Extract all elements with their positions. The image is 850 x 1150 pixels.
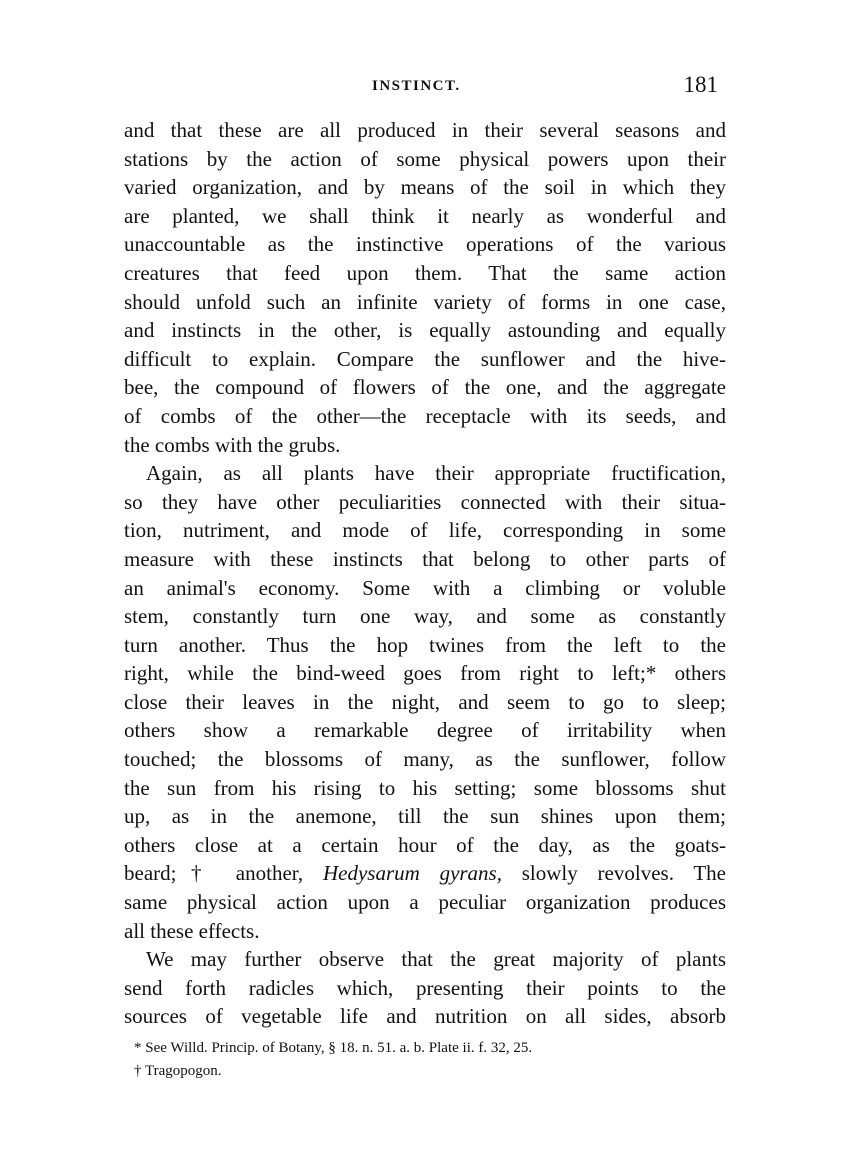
text-line: stations by the action of some physical powers upon their — [124, 146, 726, 171]
text-line: are planted, we shall think it nearly as wonderful and — [124, 203, 726, 228]
text-line: turn another. Thus the hop twines from the left to the — [124, 632, 726, 657]
text-line: difficult to explain. Compare the sunflower and the hive- — [124, 346, 726, 371]
body-text — [124, 116, 726, 1031]
text-line: touched; the blossoms of many, as the sunflower, follow — [124, 747, 726, 772]
paragraph-1 — [124, 116, 726, 459]
text-line: an animal's economy. Some with a climbing or voluble — [124, 575, 726, 600]
text-line: same physical action upon a peculiar organization produces — [124, 890, 726, 915]
text-line: others close at a certain hour of the day, as the goats- — [124, 832, 726, 857]
footnote: † Tragopogon. — [134, 1063, 222, 1079]
page-number: 181 — [683, 72, 718, 97]
text-line: right, while the bind-weed goes from right to left;* others — [124, 661, 726, 686]
text-line: close their leaves in the night, and seem to go to sleep; — [124, 689, 726, 714]
text-line: varied organization, and by means of the soil in which they — [124, 175, 726, 200]
text-span: slowly revolves. The — [501, 861, 726, 886]
text-line: measure with these instincts that belong to other parts of — [124, 546, 726, 571]
book-page — [124, 66, 726, 1083]
text-line: We may further observe that the great majority of plants — [146, 947, 726, 972]
text-line: others show a remarkable degree of irritability when — [124, 718, 726, 743]
footnote: * See Willd. Princip. of Botany, § 18. n. 51. a. b. Plate ii. f. 32, 25. — [134, 1040, 533, 1056]
text-line: tion, nutriment, and mode of life, corresponding in some — [124, 518, 726, 543]
text-line: and that these are all produced in their several seasons and — [124, 118, 726, 142]
text-line: all these effects. — [124, 918, 260, 943]
text-span: beard;† another, — [124, 861, 323, 886]
text-line: stem, constantly turn one way, and some as constantly — [124, 604, 726, 629]
text-line-with-italic — [124, 859, 726, 888]
text-line: up, as in the anemone, till the sun shines upon them; — [124, 804, 726, 829]
paragraph-2 — [124, 459, 726, 945]
text-line: creatures that feed upon them. That the same action — [124, 260, 726, 285]
page-header — [124, 66, 726, 110]
text-line: the sun from his rising to his setting; some blossoms shut — [124, 775, 726, 800]
text-line: the combs with the grubs. — [124, 432, 341, 457]
footnotes — [124, 1037, 726, 1083]
paragraph-3 — [124, 945, 726, 1031]
text-line: and instincts in the other, is equally astounding and equally — [124, 318, 726, 343]
text-line: should unfold such an infinite variety of forms in one case, — [124, 289, 726, 314]
italic-species-name: Hedysarum gyrans, — [322, 861, 502, 886]
text-line: of combs of the other—the receptacle with its seeds, and — [124, 403, 726, 428]
text-line: unaccountable as the instinctive operations of the various — [124, 232, 726, 257]
text-line: bee, the compound of flowers of the one, and the aggregate — [124, 375, 726, 400]
text-line: Again, as all plants have their appropriate fructification, — [146, 461, 726, 486]
text-line: send forth radicles which, presenting their points to the — [124, 975, 726, 1000]
running-head: INSTINCT. — [372, 78, 461, 94]
text-line: sources of vegetable life and nutrition on all sides, absorb — [124, 1004, 726, 1029]
text-line: so they have other peculiarities connected with their situa- — [124, 489, 726, 514]
